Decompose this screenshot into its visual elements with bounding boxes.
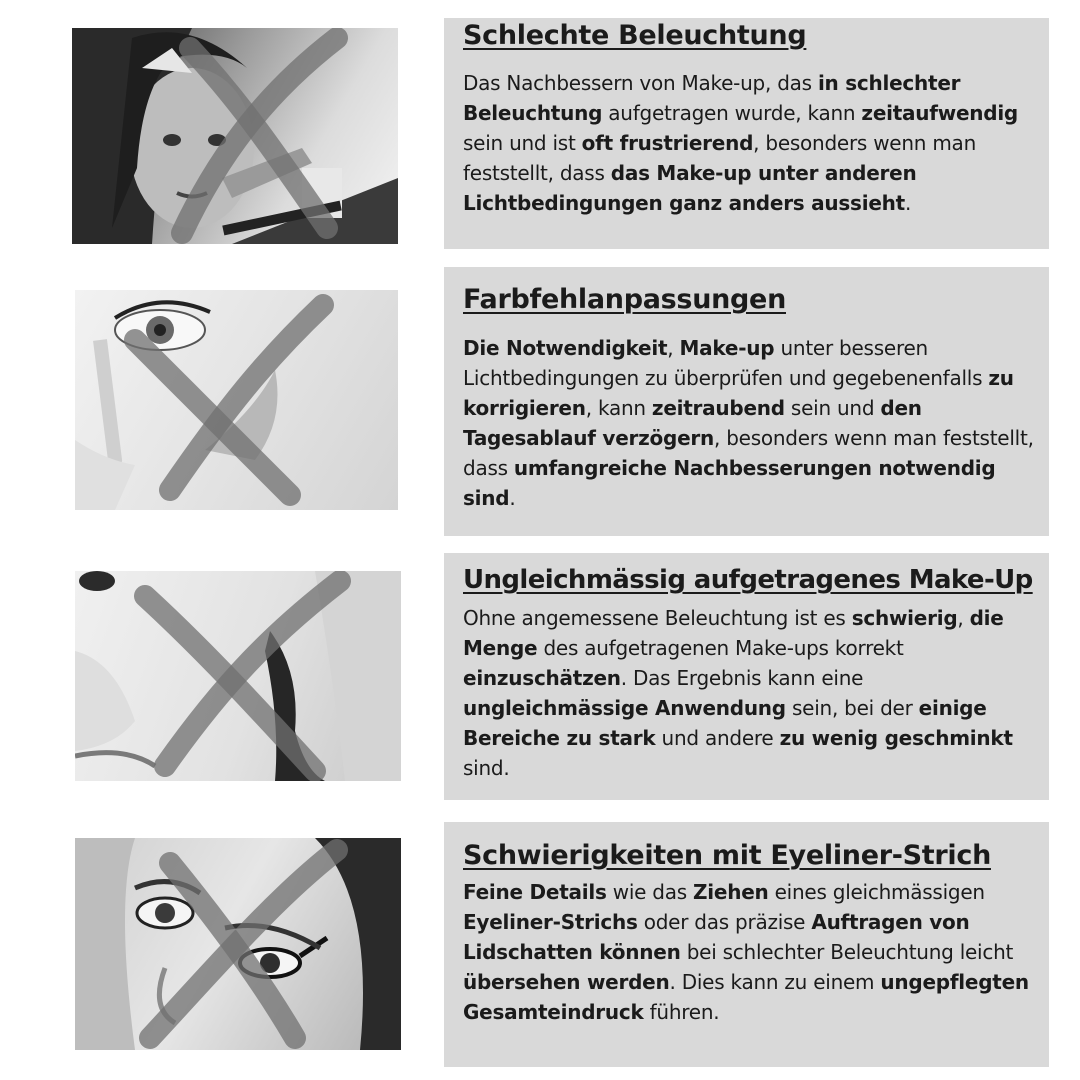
card-title: Ungleichmässig aufgetragenes Make-Up <box>463 565 1033 595</box>
body-text: sind. <box>463 756 510 780</box>
body-text: oder das präzise <box>637 910 812 934</box>
body-text: . <box>509 486 516 510</box>
body-text: bei schlechter Beleuchtung leicht <box>680 940 1014 964</box>
body-text: und andere <box>655 726 780 750</box>
card-body <box>463 877 1041 1027</box>
color-mismatch-photo <box>75 290 398 510</box>
body-text: unter besseren Lichtbedingungen zu überprüfen und gegebenenfalls <box>463 336 989 390</box>
bold-text: Eyeliner-Strichs <box>463 910 638 934</box>
body-text: sein und <box>784 396 881 420</box>
body-text: des aufgetragenen Make-ups korrekt <box>537 636 904 660</box>
card-title: Farbfehlanpassungen <box>463 284 786 315</box>
body-text: , <box>667 336 680 360</box>
card-body <box>463 68 1041 218</box>
body-text: Das Nachbessern von Make-up, das <box>463 71 818 95</box>
card-title: Schlechte Beleuchtung <box>463 20 807 51</box>
body-text: sein und ist <box>463 131 582 155</box>
bold-text: umfangreiche Nachbesserungen notwendig sind <box>463 456 996 510</box>
cross-out-icon <box>75 571 401 781</box>
cross-out-icon <box>75 290 398 510</box>
bold-text: den Tagesablauf verzögern <box>463 396 922 450</box>
bold-text: in schlechter Beleuchtung <box>463 71 961 125</box>
body-text: sein, bei der <box>785 696 919 720</box>
makeup-mirror-photo <box>72 28 398 244</box>
bold-text: zu wenig geschminkt <box>779 726 1013 750</box>
bold-text: die Menge <box>463 606 1004 660</box>
body-text: Ohne angemessene Beleuchtung ist es <box>463 606 852 630</box>
bold-text: Auftragen von Lidschatten können <box>463 910 970 964</box>
eyeliner-photo <box>75 838 401 1050</box>
card-color-mismatch <box>444 267 1049 536</box>
body-text: , besonders wenn man feststellt, dass <box>463 426 1034 480</box>
body-text: . Das Ergebnis kann eine <box>620 666 864 690</box>
card-body <box>463 603 1041 783</box>
bold-text: ungepflegten Gesamteindruck <box>463 970 1029 1024</box>
card-poor-lighting <box>444 18 1049 249</box>
bold-text: Die Notwendigkeit <box>463 336 668 360</box>
cross-out-icon <box>75 838 401 1050</box>
body-text: , besonders wenn man feststellt, dass <box>463 131 976 185</box>
bold-text: Make-up <box>679 336 775 360</box>
bold-text: Ziehen <box>693 880 769 904</box>
cross-out-icon <box>72 28 398 244</box>
body-text: . Dies kann zu einem <box>669 970 881 994</box>
bold-text: zu korrigieren <box>463 366 1014 420</box>
bold-text: das Make-up unter anderen Lichtbedingungen ganz anders aussieht <box>463 161 917 215</box>
bold-text: einzuschätzen <box>463 666 621 690</box>
body-text: . <box>904 191 912 215</box>
bold-text: Feine Details <box>463 880 607 904</box>
body-text: , <box>957 606 970 630</box>
uneven-makeup-photo <box>75 571 401 781</box>
bold-text: zeitraubend <box>651 396 785 420</box>
bold-text: oft frustrierend <box>581 131 754 155</box>
card-title: Schwierigkeiten mit Eyeliner-Strich <box>463 840 991 871</box>
bold-text: übersehen werden <box>463 970 670 994</box>
body-text: aufgetragen wurde, kann <box>602 101 862 125</box>
body-text: , kann <box>585 396 652 420</box>
card-body <box>463 333 1041 513</box>
bold-text: einige Bereiche zu stark <box>463 696 987 750</box>
card-uneven-makeup <box>444 553 1049 800</box>
bold-text: schwierig <box>851 606 958 630</box>
body-text: eines gleichmässigen <box>768 880 985 904</box>
bold-text: ungleichmässige Anwendung <box>463 696 786 720</box>
body-text: führen. <box>643 1000 720 1024</box>
card-eyeliner <box>444 822 1049 1067</box>
body-text: wie das <box>606 880 694 904</box>
bold-text: zeitaufwendig <box>861 101 1018 125</box>
